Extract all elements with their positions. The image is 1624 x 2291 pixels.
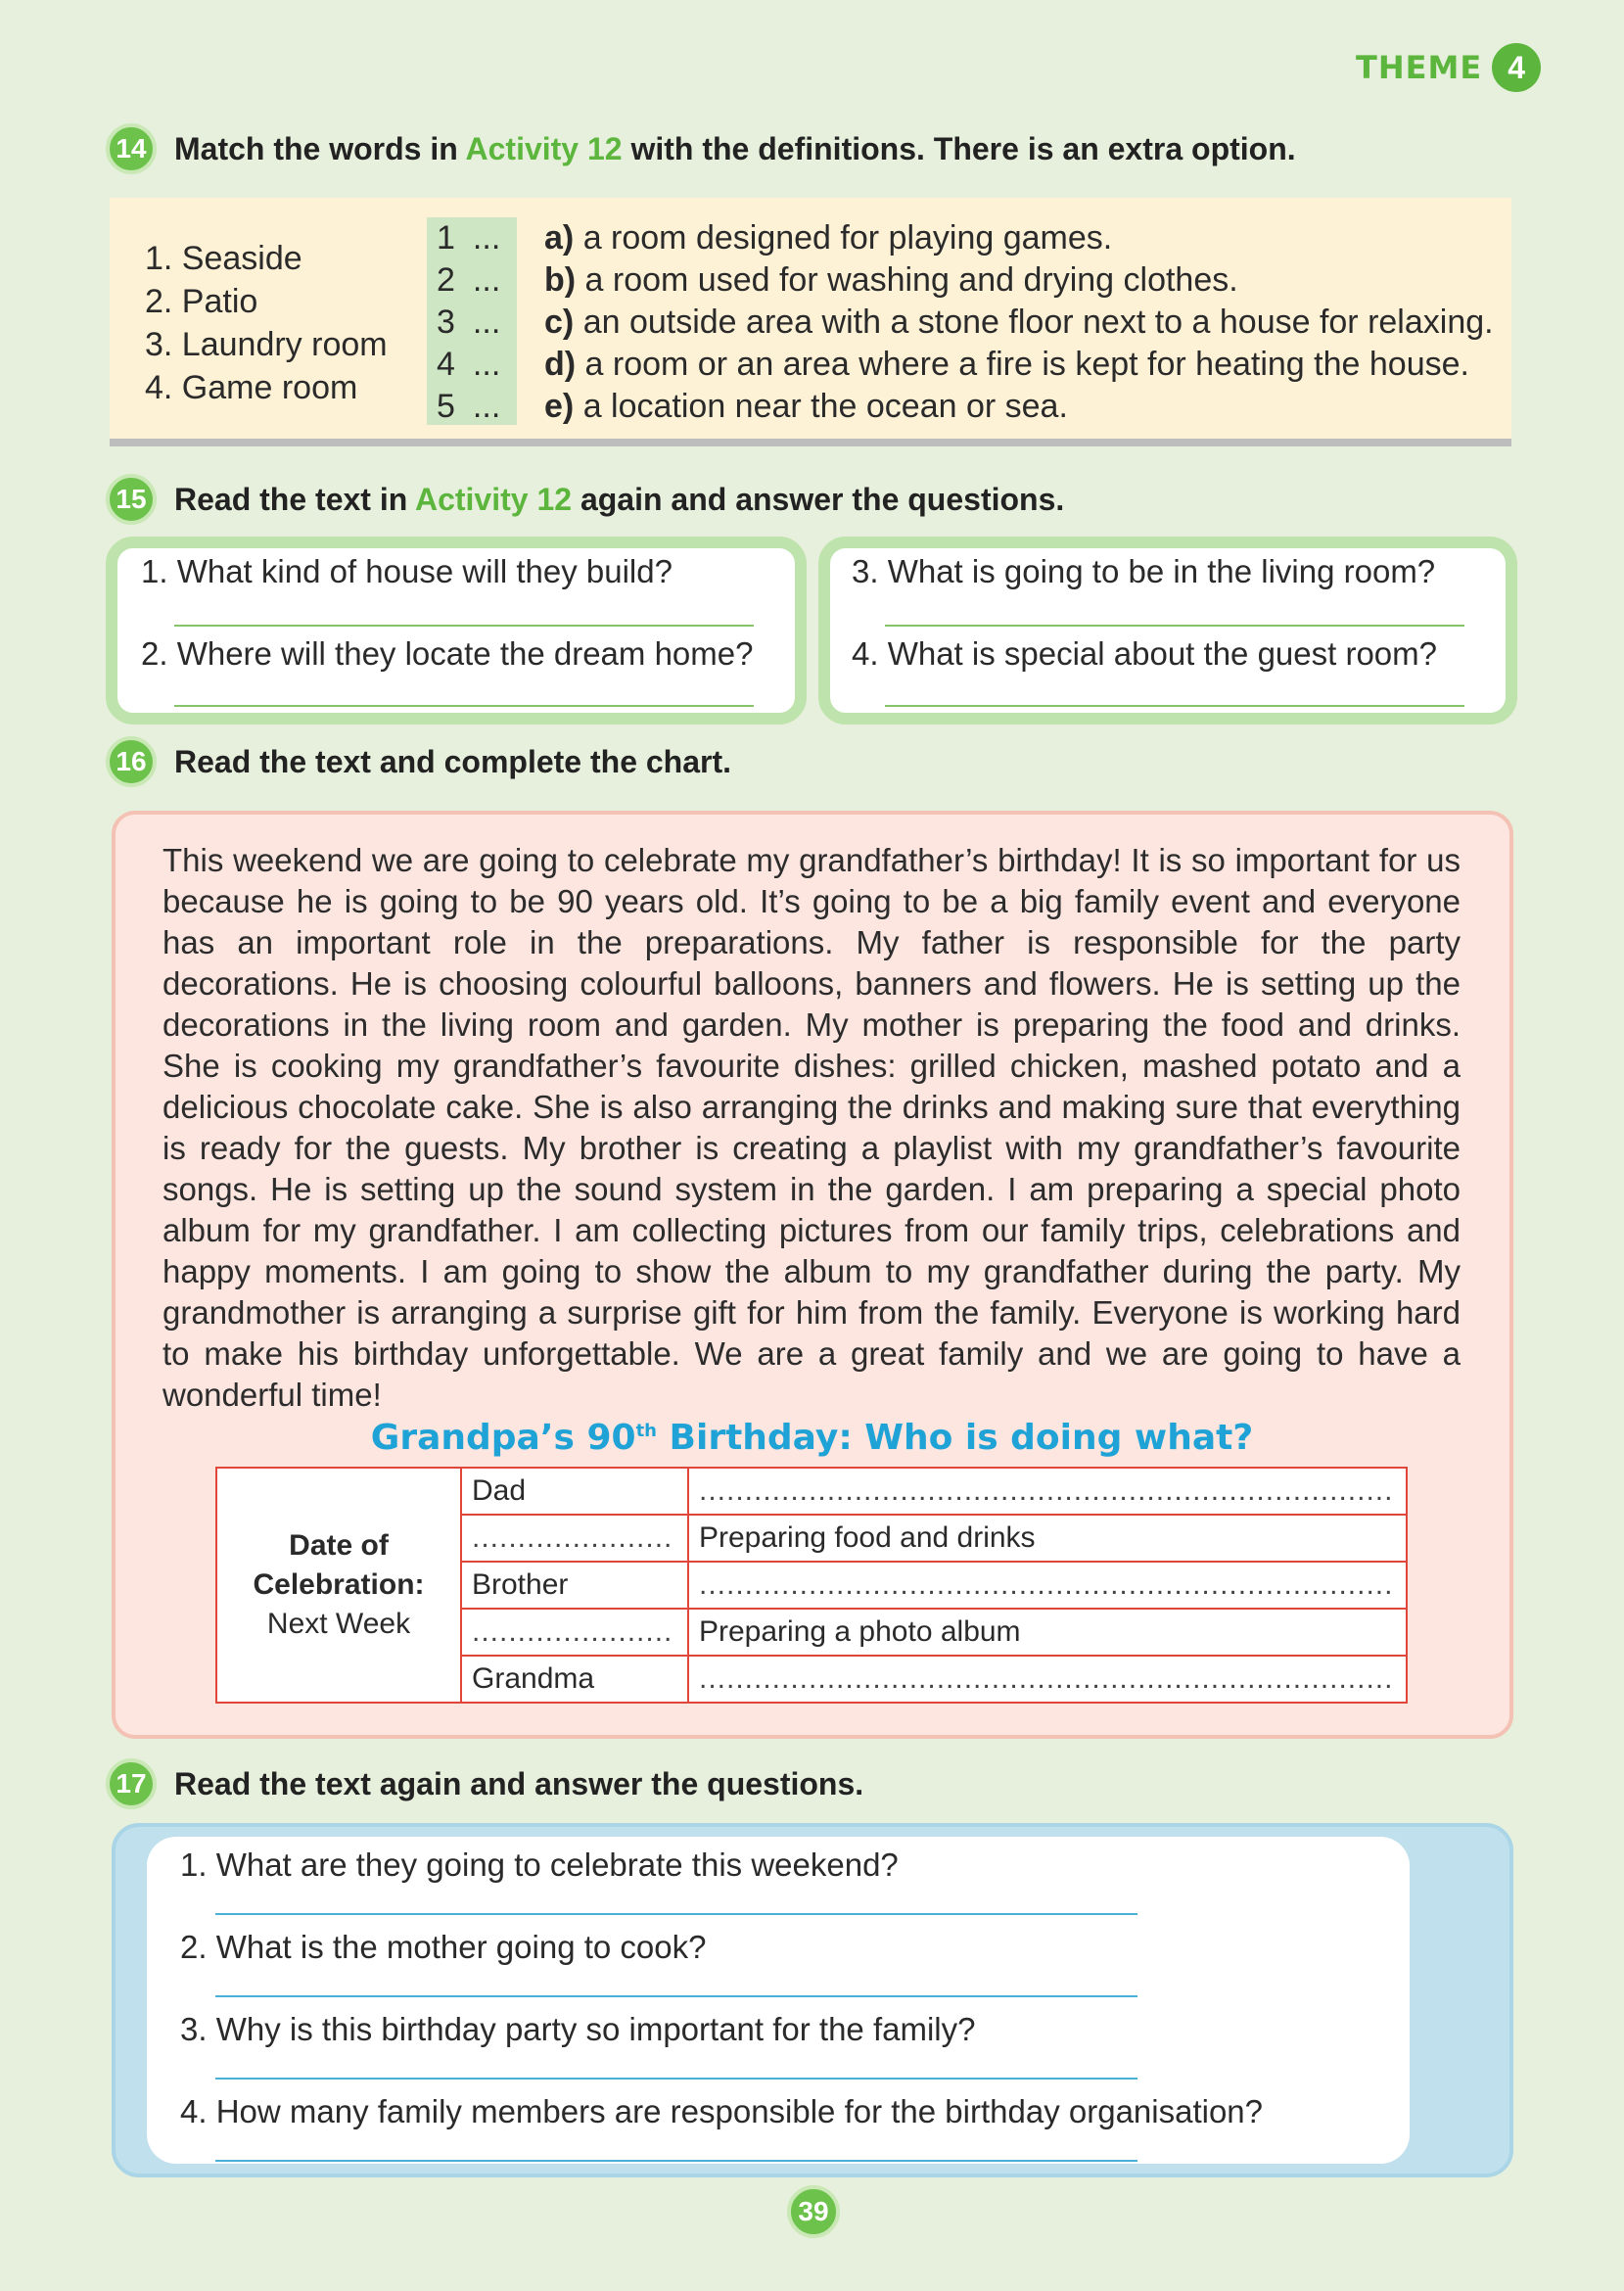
answer-row[interactable]: 4 ... [437,346,501,383]
answer-line[interactable] [215,1913,1137,1915]
answer-line[interactable] [215,2078,1137,2080]
activity-number: 17 [106,1758,157,1809]
theme-badge [1356,43,1541,92]
who-cell: Brother [461,1562,688,1609]
who-cell: Dad [461,1468,688,1515]
theme-label: THEME [1356,49,1483,86]
answer-row[interactable]: 1 ... [437,219,501,257]
what-cell: Preparing a photo album [688,1609,1407,1656]
question-item: 1. What are they going to celebrate this weekend? [180,1847,899,1883]
activity-title: Read the text and complete the chart. [174,743,732,779]
page-number: 39 [787,2185,840,2238]
answer-line[interactable] [215,2160,1137,2162]
activity-number: 14 [106,123,157,174]
activity-number: 15 [106,474,157,525]
what-cell[interactable]: ............................................................................ [688,1468,1407,1515]
who-cell[interactable]: ...................... [461,1515,688,1562]
definition-item: c) an outside area with a stone floor next to a house for relaxing. [544,304,1494,341]
question-item: 4. What is special about the guest room? [852,635,1437,672]
answer-line[interactable] [174,705,754,707]
who-cell[interactable]: ...................... [461,1609,688,1656]
activity-16-header [106,736,731,787]
question-item: 2. What is the mother going to cook? [180,1929,707,1965]
definition-item: e) a location near the ocean or sea. [544,388,1068,425]
answer-row[interactable]: 3 ... [437,304,501,341]
word-item: 4. Game room [145,369,358,406]
activity-number: 16 [106,736,157,787]
answer-row[interactable]: 2 ... [437,261,501,299]
question-item: 3. Why is this birthday party so important for the family? [180,2011,976,2047]
table-row [216,1468,1407,1515]
what-cell[interactable]: ............................................................................ [688,1656,1407,1703]
definition-item: a) a room designed for playing games. [544,219,1113,257]
question-item: 3. What is going to be in the living room? [852,553,1436,589]
reading-paragraph: This weekend we are going to celebrate my grandfather’s birthday! It is so important for us because he is going to be 90 years old. It’s going to be a big family event and everyone has an important role in the preparations. My father is responsible for the party decorations. He is choosing colourful balloons, banners and flowers. He is setting up the decorations in the living room and garden. My mother is preparing the food and drinks. She is cooking my grandfather’s favourite dishes: grilled chicken, mashed potato and a delicious chocolate cake. She is also arranging the drinks and making sure that everything is ready for the guests. My brother is creating a playlist with my grandfather’s favourite songs. He is setting up the sound system in the garden. I am preparing a special photo album for my grandfather. I am collecting pictures from our family trips, celebrations and happy moments. I am going to show the album to my grandfather during the party. My grandmother is arranging a surprise gift for him from the family. Everyone is working hard to make his birthday unforgettable. We are a great family and we are going to have a wonderful time! [162,842,1461,1413]
question-item: 4. How many family members are responsible for the birthday organisation? [180,2093,1264,2129]
word-item: 3. Laundry room [145,326,388,363]
answer-row[interactable]: 5 ... [437,388,501,425]
answer-line[interactable] [885,625,1464,627]
who-cell: Grandma [461,1656,688,1703]
question-item: 1. What kind of house will they build? [141,553,673,589]
activity-title: Match the words in Activity 12 with the definitions. There is an extra option. [174,130,1296,166]
word-item: 1. Seaside [145,240,302,277]
activity-14-header [106,123,1296,174]
activity-title: Read the text again and answer the questions. [174,1765,864,1801]
answer-line[interactable] [885,705,1464,707]
birthday-chart [215,1467,1408,1704]
theme-number: 4 [1492,43,1541,92]
what-cell: Preparing food and drinks [688,1515,1407,1562]
activity-17-header [106,1758,863,1809]
activity-15-header [106,474,1064,525]
question-item: 2. Where will they locate the dream home? [141,635,754,672]
answer-line[interactable] [215,1995,1137,1997]
what-cell[interactable]: ............................................................................ [688,1562,1407,1609]
date-cell: Date of Celebration: Next Week [216,1468,461,1703]
word-item: 2. Patio [145,283,258,320]
word-list [145,237,388,409]
definition-list [544,217,1494,428]
definition-item: d) a room or an area where a fire is kept for heating the house. [544,346,1469,383]
activity-title: Read the text in Activity 12 again and answer the questions. [174,481,1065,517]
answer-line[interactable] [174,625,754,627]
answer-column [427,217,517,425]
chart-title: Grandpa’s 90th Birthday: Who is doing what? [370,1418,1254,1458]
definition-item: b) a room used for washing and drying clothes. [544,261,1238,299]
